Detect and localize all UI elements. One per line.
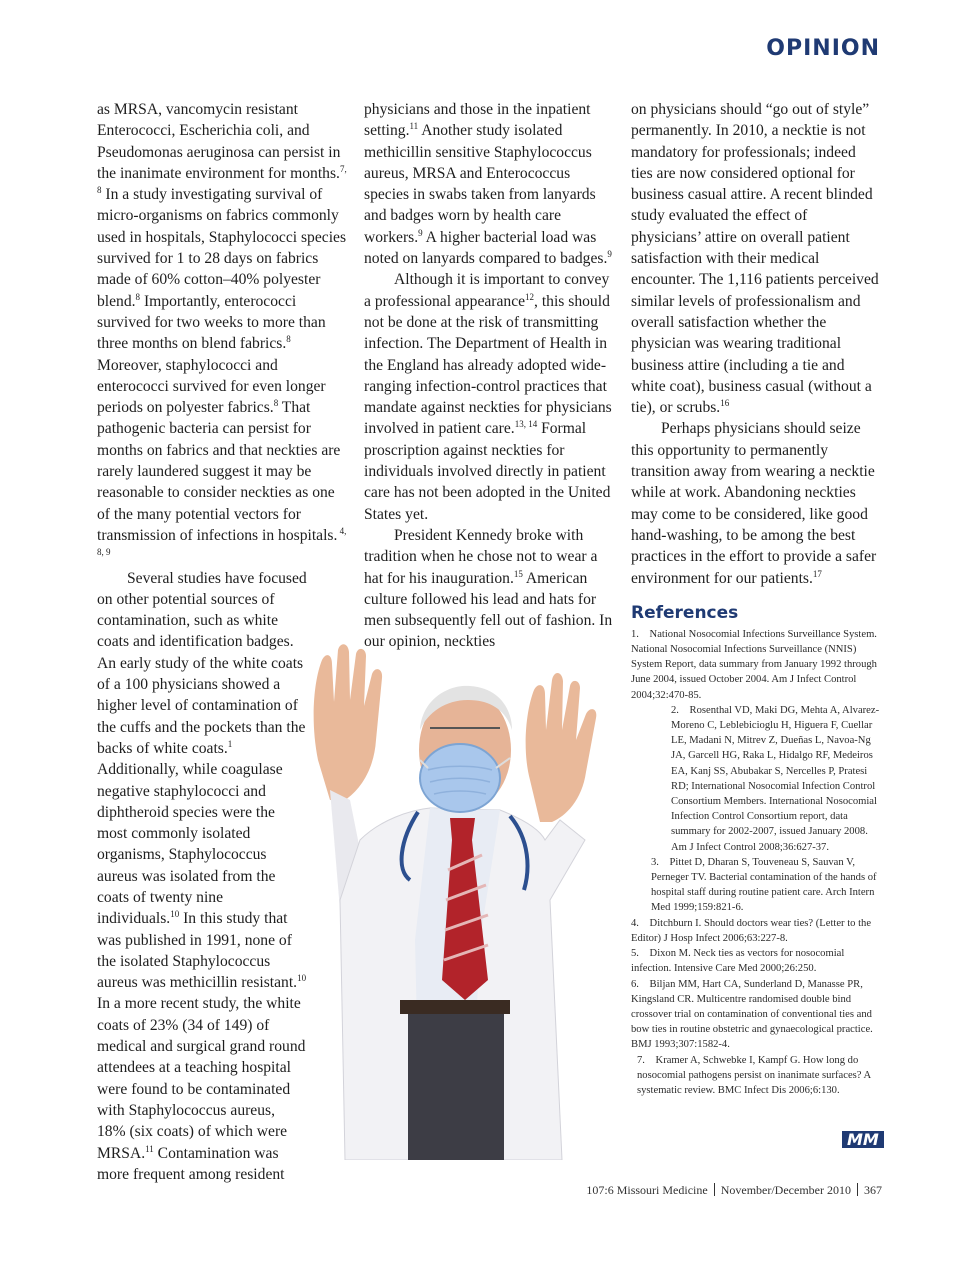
belt [400,1000,510,1014]
right-hand-icon [526,673,597,822]
reference-item: 4. Ditchburn I. Should doctors wear ties? (Letter to the Editor) J Hosp Infect 2006;63:227-8. [631,917,872,944]
reference-item: 5. Dixon M. Neck ties as vectors for nosocomial infection. Intensive Care Med 2000;26:250. [631,948,845,975]
reference-item: 2. Rosenthal VD, Maki DG, Mehta A, Alvarez-Moreno C, Leblebicioglu H, Higuera F, Cuellar LE, Madani N, Mitrev Z, Dueñas L, Navoa-Ng JA, Garcell HG, Raka L, Hidalgo RF, Medeiros EA, Kanj SS, Abubakar S, Nercelles P, Pratesi RD; International Nosocomial Infection Control Consortium Members. International Nosocomial Infection Control Consortium report, data summary for 2002-2007, issued January 2008. Am J Infect Control 2008;36:627-37. [671,704,880,853]
paragraph: Although it is important to convey a professional appearance$^{12}$, this should not be done at the risk of transmitting infection. The Department of Health in the England has already adopted wide-ranging infection-control practices that mandate against neckties for physicians involved in patient care.$^{13, 14}$ Formal proscription against neckties for individuals involved directly in patient care has not been adopted in the United States yet. [364,271,612,523]
paragraph: on physicians should “go out of style” permanently. In 2010, a necktie is not mandatory for professionals; indeed ties are now considered optional for business casual attire. A recent blinded study evaluated the effect of physicians’ attire on overall patient satisfaction with their medical encounter. The 1,116 patients perceived similar levels of professionalism and overall satisfaction whether the physician was wearing traditional business attire (including a tie and white coat), business casual (without a tie), or scrubs.$^{16}$ [631,101,879,417]
paragraph: President Kennedy broke with tradition when he chose not to wear a hat for his inauguration.$^{15}$ American culture followed his lead and hats for men subsequently fell out of fashion. In our opinion, neckties [364,526,613,651]
article-column-2 [364,99,616,653]
article-column-3 [631,99,881,1098]
section-label: OPINION [766,36,880,61]
reference-item: 7. Kramer A, Schwebke I, Kampf G. How long do nosocomial pathogens persist on inanimate surfaces? A systematic review. BMC Infect Dis 2006;6:130. [637,1054,871,1096]
paragraph: physicians and those in the inpatient setting.$^{11}$ Another study isolated methicillin sensitive Staphylococcus aureus, MRSA and Enterococcus species in swabs taken from lanyards and badges worn by health care workers.$^9$ A higher bacterial load was noted on lanyards compared to badges.$^9$ [364,101,612,268]
reference-item: 1. National Nosocomial Infections Surveillance System. National Nosocomial Infections Surveillance (NNIS) System Report, data summary from January 1992 through June 2004, issued October 2004. Am J Infect Control 2004;32:470-85. [631,628,877,701]
references-heading: References [631,602,739,623]
paragraph: Several studies have focused on other potential sources of contamination, such as white coats and identification badges. An early study of the white coats of a 100 physicians showed a higher level of contamination of the cuffs and the pockets than the backs of white coats.$^1$ Additionally, while coagulase negative staphylococci and diphtheroid species were the most commonly isolated organisms, Staphylococcus aureus was isolated from the coats of twenty nine individuals.$^{10}$ In this study that was published in 1991, none of the isolated Staphylococcus aureus was methicillin resistant.$^{10}$ In a more recent study, the white coats of 23% (34 of 149) of medical and surgical grand round attendees at a teaching hospital were found to be contaminated with Staphylococcus aureus, 18% (six coats) of which were MRSA.$^{11}$ Contamination was more frequent among resident [97,569,307,1183]
missouri-medicine-logo: MM [842,1131,884,1148]
doctor-with-mask-illustration [300,640,620,1160]
references-list [631,627,881,1098]
paragraph: Perhaps physicians should seize this opportunity to permanently transition away from wearing a necktie while at work. Abandoning neckties may come to be considered, like good hand-washing, to be among the best practices in the effort to provide a safer environment for our patients.$^{17}$ [631,420,877,587]
page-footer [586,1183,882,1198]
paragraph: as MRSA, vancomycin resistant Enterococci, Escherichia coli, and Pseudomonas aeruginosa can persist in the inanimate environment for months.$^{7, 8}$ In a study investigating survival of micro-organisms on fabrics commonly used in hospitals, Staphylococci species survived for 1 to 28 days on fabrics made of 60% cotton–40% polyester blend.$^8$ Importantly, enterococci survived for two weeks to more than three months on blend fabrics.$^8$ Moreover, staphylococci and enterococci survived for even longer periods on polyester fabrics.$^8$ That pathogenic bacteria can persist for months on fabrics and that neckties are rarely laundered suggest it may be reasonable to consider neckties as one of the many potential vectors for transmission of infections in hospitals. $^{4, 8, 9}$ [97,101,347,558]
divider [857,1183,858,1196]
reference-item: 6. Biljan MM, Hart CA, Sunderland D, Manasse PR, Kingsland CR. Multicentre randomised double bind crossover trial on contamination of conventional ties and bow ties in routine obstetric and gynaecological practice. BMJ 1993;307:1582-4. [631,978,873,1051]
divider [714,1183,715,1196]
issue-date: November/December 2010 [720,1183,851,1197]
journal-issue: 107:6 Missouri Medicine [586,1183,708,1197]
reference-item: 3. Pittet D, Dharan S, Touveneau S, Sauvan V, Perneger TV. Bacterial contamination of the hands of hospital staff during routine patient care. Arch Intern Med 1999;159:821-6. [651,856,877,914]
page-number: 367 [864,1183,882,1197]
